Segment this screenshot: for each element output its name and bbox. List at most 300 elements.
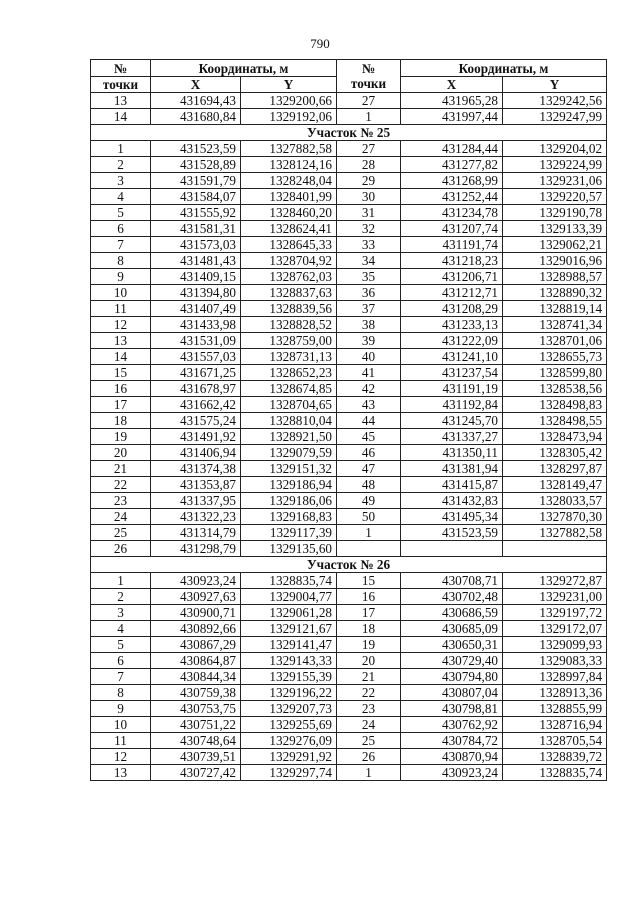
y-coordinate-right: 1327870,30 xyxy=(503,509,607,525)
y-coordinate-right: 1329272,87 xyxy=(503,573,607,589)
x-coordinate-right: 431234,78 xyxy=(401,205,503,221)
y-coordinate-right: 1328988,57 xyxy=(503,269,607,285)
point-number-right: 1 xyxy=(337,525,401,541)
y-coordinate-left: 1328624,41 xyxy=(241,221,337,237)
y-coordinate-left: 1329255,69 xyxy=(241,717,337,733)
point-number-right: 47 xyxy=(337,461,401,477)
y-coordinate-right: 1329231,06 xyxy=(503,173,607,189)
point-number-right: 29 xyxy=(337,173,401,189)
y-coordinate-right: 1329172,07 xyxy=(503,621,607,637)
y-coordinate-left: 1328839,56 xyxy=(241,301,337,317)
x-coordinate-right: 431277,82 xyxy=(401,157,503,173)
x-coordinate-right: 431192,84 xyxy=(401,397,503,413)
x-coordinate-left: 431671,25 xyxy=(151,365,241,381)
y-coordinate-left: 1327882,58 xyxy=(241,141,337,157)
point-number-left: 4 xyxy=(91,189,151,205)
point-number-right: 38 xyxy=(337,317,401,333)
table-row xyxy=(91,525,607,541)
point-number-right: 30 xyxy=(337,189,401,205)
point-number-left: 25 xyxy=(91,525,151,541)
point-number-right: 39 xyxy=(337,333,401,349)
point-number-left: 14 xyxy=(91,109,151,125)
y-coordinate-left: 1329186,06 xyxy=(241,493,337,509)
table-row xyxy=(91,237,607,253)
y-coordinate-right: 1329062,21 xyxy=(503,237,607,253)
point-number-right: 45 xyxy=(337,429,401,445)
table-row xyxy=(91,269,607,285)
point-number-right: 1 xyxy=(337,109,401,125)
x-coordinate-left: 431433,98 xyxy=(151,317,241,333)
x-coordinate-right: 431222,09 xyxy=(401,333,503,349)
table-row xyxy=(91,157,607,173)
table-row xyxy=(91,333,607,349)
x-coordinate-right: 430685,09 xyxy=(401,621,503,637)
point-number-right: 31 xyxy=(337,205,401,221)
y-coordinate-right: 1329204,02 xyxy=(503,141,607,157)
x-coordinate-left: 431662,42 xyxy=(151,397,241,413)
x-coordinate-left: 431575,24 xyxy=(151,413,241,429)
page-number: 790 xyxy=(310,36,330,51)
point-number-right: 49 xyxy=(337,493,401,509)
table-row xyxy=(91,685,607,701)
point-number-right: 20 xyxy=(337,653,401,669)
y-coordinate-left: 1329151,32 xyxy=(241,461,337,477)
x-coordinate-right: 431237,54 xyxy=(401,365,503,381)
y-coordinate-right: 1328297,87 xyxy=(503,461,607,477)
x-coordinate-right: 430708,71 xyxy=(401,573,503,589)
x-coordinate-right: 431191,74 xyxy=(401,237,503,253)
point-number-left: 18 xyxy=(91,413,151,429)
x-coordinate-right: 431997,44 xyxy=(401,109,503,125)
table-row xyxy=(91,493,607,509)
x-coordinate-left: 431374,38 xyxy=(151,461,241,477)
x-coordinate-left: 431481,43 xyxy=(151,253,241,269)
point-number-left: 12 xyxy=(91,317,151,333)
y-coordinate-right: 1329231,00 xyxy=(503,589,607,605)
point-number-left: 19 xyxy=(91,429,151,445)
table-row xyxy=(91,653,607,669)
point-number-left: 11 xyxy=(91,733,151,749)
point-number-right: 23 xyxy=(337,701,401,717)
point-number-right: 34 xyxy=(337,253,401,269)
y-header-right: Y xyxy=(503,77,607,93)
y-coordinate-left: 1328704,92 xyxy=(241,253,337,269)
x-header-left: X xyxy=(151,77,241,93)
point-number-right: 32 xyxy=(337,221,401,237)
y-coordinate-right: 1329197,72 xyxy=(503,605,607,621)
coordinates-table xyxy=(90,59,607,781)
table-row xyxy=(91,173,607,189)
point-number-right: 17 xyxy=(337,605,401,621)
x-coordinate-right: 431207,74 xyxy=(401,221,503,237)
x-coordinate-left: 430923,24 xyxy=(151,573,241,589)
table-body xyxy=(91,93,607,781)
x-header-right: X xyxy=(401,77,503,93)
point-number-left: 3 xyxy=(91,605,151,621)
x-coordinate-right: 430923,24 xyxy=(401,765,503,781)
y-coordinate-right: 1327882,58 xyxy=(503,525,607,541)
point-number-left: 20 xyxy=(91,445,151,461)
y-coordinate-right: 1328498,55 xyxy=(503,413,607,429)
point-number-left: 8 xyxy=(91,253,151,269)
point-number-left: 6 xyxy=(91,653,151,669)
table-row xyxy=(91,141,607,157)
y-coordinate-left: 1328835,74 xyxy=(241,573,337,589)
point-number-left: 14 xyxy=(91,349,151,365)
y-coordinate-left: 1329196,22 xyxy=(241,685,337,701)
x-coordinate-left: 430753,75 xyxy=(151,701,241,717)
y-coordinate-left: 1329207,73 xyxy=(241,701,337,717)
y-coordinate-left: 1328674,85 xyxy=(241,381,337,397)
point-number-header-left: № xyxy=(91,60,151,77)
point-number-left: 17 xyxy=(91,397,151,413)
x-coordinate-left: 431406,94 xyxy=(151,445,241,461)
x-coordinate-left: 431353,87 xyxy=(151,477,241,493)
y-coordinate-left: 1329291,92 xyxy=(241,749,337,765)
y-coordinate-right: 1328705,54 xyxy=(503,733,607,749)
y-coordinate-right: 1329083,33 xyxy=(503,653,607,669)
x-coordinate-left: 431531,09 xyxy=(151,333,241,349)
x-coordinate-left: 431555,92 xyxy=(151,205,241,221)
x-coordinate-left: 430751,22 xyxy=(151,717,241,733)
table-row xyxy=(91,461,607,477)
x-coordinate-right: 430807,04 xyxy=(401,685,503,701)
y-coordinate-right: 1329242,56 xyxy=(503,93,607,109)
section-row xyxy=(91,125,607,141)
table-row xyxy=(91,365,607,381)
point-number-left: 1 xyxy=(91,573,151,589)
table-row xyxy=(91,285,607,301)
y-coordinate-left: 1328645,33 xyxy=(241,237,337,253)
y-coordinate-right: 1329016,96 xyxy=(503,253,607,269)
point-number-left: 9 xyxy=(91,701,151,717)
table-row xyxy=(91,205,607,221)
x-coordinate-right: 431432,83 xyxy=(401,493,503,509)
y-coordinate-right: 1328599,80 xyxy=(503,365,607,381)
point-number-left: 10 xyxy=(91,717,151,733)
y-coordinate-right: 1328913,36 xyxy=(503,685,607,701)
x-coordinate-left: 431584,07 xyxy=(151,189,241,205)
x-coordinate-right: 431523,59 xyxy=(401,525,503,541)
x-coordinate-right: 431965,28 xyxy=(401,93,503,109)
point-number-header-right xyxy=(337,60,401,93)
y-coordinate-right: 1328655,73 xyxy=(503,349,607,365)
table-row xyxy=(91,749,607,765)
x-coordinate-left: 430844,34 xyxy=(151,669,241,685)
table-row xyxy=(91,717,607,733)
table-row xyxy=(91,541,607,557)
point-number-left: 22 xyxy=(91,477,151,493)
x-coordinate-right: 430784,72 xyxy=(401,733,503,749)
x-coordinate-right: 431208,29 xyxy=(401,301,503,317)
point-number-right: 48 xyxy=(337,477,401,493)
point-number-left: 26 xyxy=(91,541,151,557)
x-coordinate-right: 430729,40 xyxy=(401,653,503,669)
table-row xyxy=(91,189,607,205)
table-row xyxy=(91,573,607,589)
point-number-right: 36 xyxy=(337,285,401,301)
point-number-left: 5 xyxy=(91,637,151,653)
section-title: Участок № 25 xyxy=(91,125,607,141)
x-coordinate-right: 431495,34 xyxy=(401,509,503,525)
point-number-symbol: № xyxy=(361,61,376,76)
y-coordinate-left: 1328810,04 xyxy=(241,413,337,429)
y-header-left: Y xyxy=(241,77,337,93)
y-coordinate-right: 1329224,99 xyxy=(503,157,607,173)
x-coordinate-left: 431298,79 xyxy=(151,541,241,557)
x-coordinate-left: 431591,79 xyxy=(151,173,241,189)
point-number-right: 27 xyxy=(337,141,401,157)
point-number-right: 50 xyxy=(337,509,401,525)
x-coordinate-right: 431206,71 xyxy=(401,269,503,285)
y-coordinate-left: 1329004,77 xyxy=(241,589,337,605)
point-number-right: 15 xyxy=(337,573,401,589)
x-coordinate-left: 430900,71 xyxy=(151,605,241,621)
y-coordinate-left: 1328460,20 xyxy=(241,205,337,221)
y-coordinate-left: 1328401,99 xyxy=(241,189,337,205)
x-coordinate-right: 431268,99 xyxy=(401,173,503,189)
point-number-right: 35 xyxy=(337,269,401,285)
y-coordinate-left: 1328759,00 xyxy=(241,333,337,349)
table-row xyxy=(91,637,607,653)
point-number-left: 4 xyxy=(91,621,151,637)
y-coordinate-left: 1328762,03 xyxy=(241,269,337,285)
x-coordinate-right: 430794,80 xyxy=(401,669,503,685)
x-coordinate-right: 430686,59 xyxy=(401,605,503,621)
point-number-left: 12 xyxy=(91,749,151,765)
y-coordinate-left: 1329155,39 xyxy=(241,669,337,685)
x-coordinate-left: 430759,38 xyxy=(151,685,241,701)
y-coordinate-left: 1329079,59 xyxy=(241,445,337,461)
point-number-right: 40 xyxy=(337,349,401,365)
y-coordinate-right: 1328997,84 xyxy=(503,669,607,685)
x-coordinate-left: 431523,59 xyxy=(151,141,241,157)
point-number-right: 19 xyxy=(337,637,401,653)
y-coordinate-left: 1329200,66 xyxy=(241,93,337,109)
point-number-left: 23 xyxy=(91,493,151,509)
y-coordinate-right: 1329220,57 xyxy=(503,189,607,205)
point-number-right: 46 xyxy=(337,445,401,461)
point-number-right: 16 xyxy=(337,589,401,605)
table-row xyxy=(91,109,607,125)
y-coordinate-right: 1329099,93 xyxy=(503,637,607,653)
point-number-right: 43 xyxy=(337,397,401,413)
point-number-left: 1 xyxy=(91,141,151,157)
y-coordinate-left: 1328124,16 xyxy=(241,157,337,173)
point-number-caption-left: точки xyxy=(91,77,151,93)
point-number-right: 41 xyxy=(337,365,401,381)
point-number-right: 21 xyxy=(337,669,401,685)
x-coordinate-left: 431573,03 xyxy=(151,237,241,253)
y-coordinate-left: 1328828,52 xyxy=(241,317,337,333)
point-number-right: 42 xyxy=(337,381,401,397)
section-title: Участок № 26 xyxy=(91,557,607,573)
point-number-caption: точки xyxy=(350,76,387,91)
table-row xyxy=(91,301,607,317)
x-coordinate-right: 430650,31 xyxy=(401,637,503,653)
y-coordinate-left: 1328652,23 xyxy=(241,365,337,381)
y-coordinate-right: 1328538,56 xyxy=(503,381,607,397)
table-row xyxy=(91,381,607,397)
coordinates-header-left: Координаты, м xyxy=(151,60,337,77)
y-coordinate-left: 1329141,47 xyxy=(241,637,337,653)
x-coordinate-right: 431191,19 xyxy=(401,381,503,397)
x-coordinate-left: 431694,43 xyxy=(151,93,241,109)
x-coordinate-right: 430762,92 xyxy=(401,717,503,733)
y-coordinate-left: 1329186,94 xyxy=(241,477,337,493)
table-row xyxy=(91,733,607,749)
x-coordinate-left: 430867,29 xyxy=(151,637,241,653)
y-coordinate-right: 1328498,83 xyxy=(503,397,607,413)
y-coordinate-right: 1328305,42 xyxy=(503,445,607,461)
y-coordinate-left: 1328704,65 xyxy=(241,397,337,413)
y-coordinate-right: 1328855,99 xyxy=(503,701,607,717)
point-number-right: 33 xyxy=(337,237,401,253)
table-header xyxy=(91,60,607,93)
x-coordinate-right: 431415,87 xyxy=(401,477,503,493)
table-row xyxy=(91,429,607,445)
x-coordinate-left: 430739,51 xyxy=(151,749,241,765)
y-coordinate-right: 1328839,72 xyxy=(503,749,607,765)
point-number-right xyxy=(337,541,401,557)
table-row xyxy=(91,765,607,781)
x-coordinate-left: 430892,66 xyxy=(151,621,241,637)
point-number-left: 6 xyxy=(91,221,151,237)
point-number-left: 2 xyxy=(91,157,151,173)
x-coordinate-left: 431322,23 xyxy=(151,509,241,525)
table-row xyxy=(91,93,607,109)
x-coordinate-right: 430798,81 xyxy=(401,701,503,717)
x-coordinate-right: 431233,13 xyxy=(401,317,503,333)
y-coordinate-right: 1328741,34 xyxy=(503,317,607,333)
section-row xyxy=(91,557,607,573)
x-coordinate-left: 431678,97 xyxy=(151,381,241,397)
y-coordinate-left: 1328731,13 xyxy=(241,349,337,365)
x-coordinate-right: 431241,10 xyxy=(401,349,503,365)
point-number-left: 21 xyxy=(91,461,151,477)
table-row xyxy=(91,621,607,637)
point-number-left: 9 xyxy=(91,269,151,285)
y-coordinate-right xyxy=(503,541,607,557)
x-coordinate-right: 431252,44 xyxy=(401,189,503,205)
x-coordinate-left: 431407,49 xyxy=(151,301,241,317)
table-row xyxy=(91,605,607,621)
x-coordinate-left: 431394,80 xyxy=(151,285,241,301)
x-coordinate-right: 431337,27 xyxy=(401,429,503,445)
table-row xyxy=(91,253,607,269)
table-row xyxy=(91,349,607,365)
table-row xyxy=(91,509,607,525)
y-coordinate-right: 1328819,14 xyxy=(503,301,607,317)
point-number-left: 8 xyxy=(91,685,151,701)
table-row xyxy=(91,317,607,333)
point-number-left: 11 xyxy=(91,301,151,317)
y-coordinate-left: 1329297,74 xyxy=(241,765,337,781)
y-coordinate-left: 1329192,06 xyxy=(241,109,337,125)
x-coordinate-right: 431350,11 xyxy=(401,445,503,461)
y-coordinate-right: 1328835,74 xyxy=(503,765,607,781)
y-coordinate-right: 1328473,94 xyxy=(503,429,607,445)
y-coordinate-right: 1328033,57 xyxy=(503,493,607,509)
y-coordinate-left: 1329143,33 xyxy=(241,653,337,669)
table-row xyxy=(91,477,607,493)
point-number-left: 3 xyxy=(91,173,151,189)
table-row xyxy=(91,221,607,237)
x-coordinate-left: 430727,42 xyxy=(151,765,241,781)
x-coordinate-right xyxy=(401,541,503,557)
x-coordinate-left: 431528,89 xyxy=(151,157,241,173)
point-number-left: 13 xyxy=(91,333,151,349)
x-coordinate-left: 431337,95 xyxy=(151,493,241,509)
y-coordinate-left: 1329117,39 xyxy=(241,525,337,541)
x-coordinate-right: 431245,70 xyxy=(401,413,503,429)
x-coordinate-left: 431581,31 xyxy=(151,221,241,237)
x-coordinate-left: 430748,64 xyxy=(151,733,241,749)
y-coordinate-left: 1328248,04 xyxy=(241,173,337,189)
point-number-left: 7 xyxy=(91,669,151,685)
y-coordinate-right: 1328716,94 xyxy=(503,717,607,733)
y-coordinate-left: 1329061,28 xyxy=(241,605,337,621)
y-coordinate-right: 1328701,06 xyxy=(503,333,607,349)
x-coordinate-left: 431557,03 xyxy=(151,349,241,365)
x-coordinate-right: 431212,71 xyxy=(401,285,503,301)
x-coordinate-left: 431314,79 xyxy=(151,525,241,541)
y-coordinate-left: 1329135,60 xyxy=(241,541,337,557)
point-number-right: 25 xyxy=(337,733,401,749)
y-coordinate-right: 1329247,99 xyxy=(503,109,607,125)
point-number-left: 15 xyxy=(91,365,151,381)
x-coordinate-left: 431680,84 xyxy=(151,109,241,125)
y-coordinate-right: 1329133,39 xyxy=(503,221,607,237)
point-number-left: 24 xyxy=(91,509,151,525)
point-number-right: 1 xyxy=(337,765,401,781)
point-number-right: 24 xyxy=(337,717,401,733)
x-coordinate-right: 431218,23 xyxy=(401,253,503,269)
point-number-right: 28 xyxy=(337,157,401,173)
coordinates-header-right: Координаты, м xyxy=(401,60,607,77)
point-number-left: 13 xyxy=(91,765,151,781)
x-coordinate-right: 431381,94 xyxy=(401,461,503,477)
y-coordinate-left: 1328921,50 xyxy=(241,429,337,445)
table-row xyxy=(91,397,607,413)
y-coordinate-left: 1329276,09 xyxy=(241,733,337,749)
point-number-right: 37 xyxy=(337,301,401,317)
point-number-left: 2 xyxy=(91,589,151,605)
table-row xyxy=(91,445,607,461)
y-coordinate-right: 1329190,78 xyxy=(503,205,607,221)
x-coordinate-right: 430702,48 xyxy=(401,589,503,605)
point-number-left: 7 xyxy=(91,237,151,253)
point-number-left: 16 xyxy=(91,381,151,397)
point-number-left: 5 xyxy=(91,205,151,221)
point-number-right: 27 xyxy=(337,93,401,109)
x-coordinate-left: 430864,87 xyxy=(151,653,241,669)
y-coordinate-left: 1329121,67 xyxy=(241,621,337,637)
x-coordinate-right: 431284,44 xyxy=(401,141,503,157)
y-coordinate-left: 1329168,83 xyxy=(241,509,337,525)
table-row xyxy=(91,701,607,717)
table-row xyxy=(91,413,607,429)
table-row xyxy=(91,669,607,685)
point-number-left: 10 xyxy=(91,285,151,301)
x-coordinate-left: 431409,15 xyxy=(151,269,241,285)
point-number-right: 22 xyxy=(337,685,401,701)
x-coordinate-right: 430870,94 xyxy=(401,749,503,765)
y-coordinate-right: 1328890,32 xyxy=(503,285,607,301)
point-number-right: 18 xyxy=(337,621,401,637)
table-row xyxy=(91,589,607,605)
x-coordinate-left: 431491,92 xyxy=(151,429,241,445)
